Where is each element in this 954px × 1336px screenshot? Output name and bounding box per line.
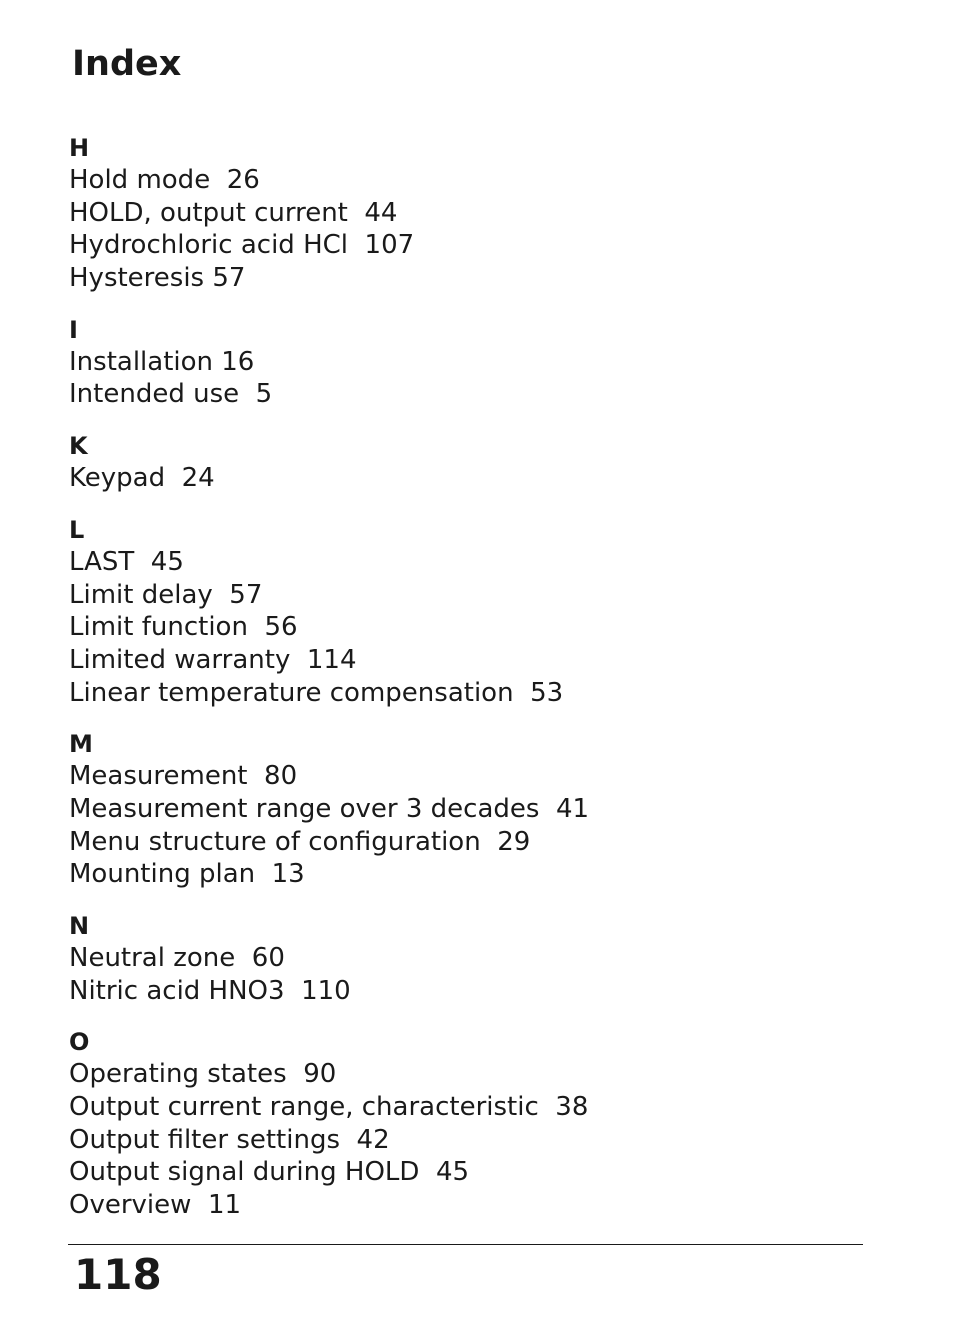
section-letter: M	[69, 730, 93, 759]
section-letter: H	[69, 134, 90, 162]
index-entry: Output current range, characteristic 38	[69, 1092, 589, 1123]
index-entry: Hydrochloric acid HCl 107	[69, 230, 415, 261]
index-section-k	[69, 430, 889, 495]
index-entry: Limited warranty 114	[69, 644, 357, 675]
index-entry: Limit function 56	[69, 612, 298, 643]
index-entry: Measurement 80	[69, 761, 298, 792]
index-section-i	[69, 314, 889, 411]
section-letter: L	[69, 515, 85, 544]
index-entry: Output signal during HOLD 45	[69, 1157, 470, 1188]
section-letter: K	[69, 432, 88, 461]
index-entry: Measurement range over 3 decades 41	[69, 793, 590, 824]
index-list	[69, 132, 889, 1241]
index-entry: Operating states 90	[69, 1059, 337, 1090]
index-entry: Limit delay 57	[69, 579, 263, 610]
index-entry: Installation 16	[69, 346, 255, 377]
index-section-n	[69, 910, 889, 1007]
index-section-l	[69, 514, 889, 709]
index-entry: Linear temperature compensation 53	[69, 677, 564, 708]
index-entry: Menu structure of configuration 29	[69, 826, 531, 857]
index-entry: Mounting plan 13	[69, 859, 305, 890]
section-letter: O	[69, 1028, 90, 1057]
page-title: Index	[72, 44, 182, 84]
section-letter: I	[69, 315, 78, 344]
index-section-m	[69, 728, 889, 891]
index-entry: Nitric acid HNO3 110	[69, 975, 351, 1006]
index-entry: Keypad 24	[69, 463, 215, 494]
index-entry: HOLD, output current 44	[69, 197, 398, 228]
index-entry: LAST 45	[69, 546, 184, 577]
index-entry: Hysteresis 57	[69, 263, 246, 294]
index-entry: Neutral zone 60	[69, 943, 285, 973]
index-entry: Output filter settings 42	[69, 1124, 390, 1155]
index-entry: Overview 11	[69, 1190, 242, 1221]
index-entry: Intended use 5	[69, 379, 273, 410]
index-section-o	[69, 1026, 889, 1221]
index-section-h	[69, 132, 889, 295]
page-number: 118	[74, 1250, 162, 1299]
index-entry: Hold mode 26	[69, 165, 260, 195]
footer-divider	[68, 1244, 863, 1245]
section-letter: N	[69, 912, 90, 940]
